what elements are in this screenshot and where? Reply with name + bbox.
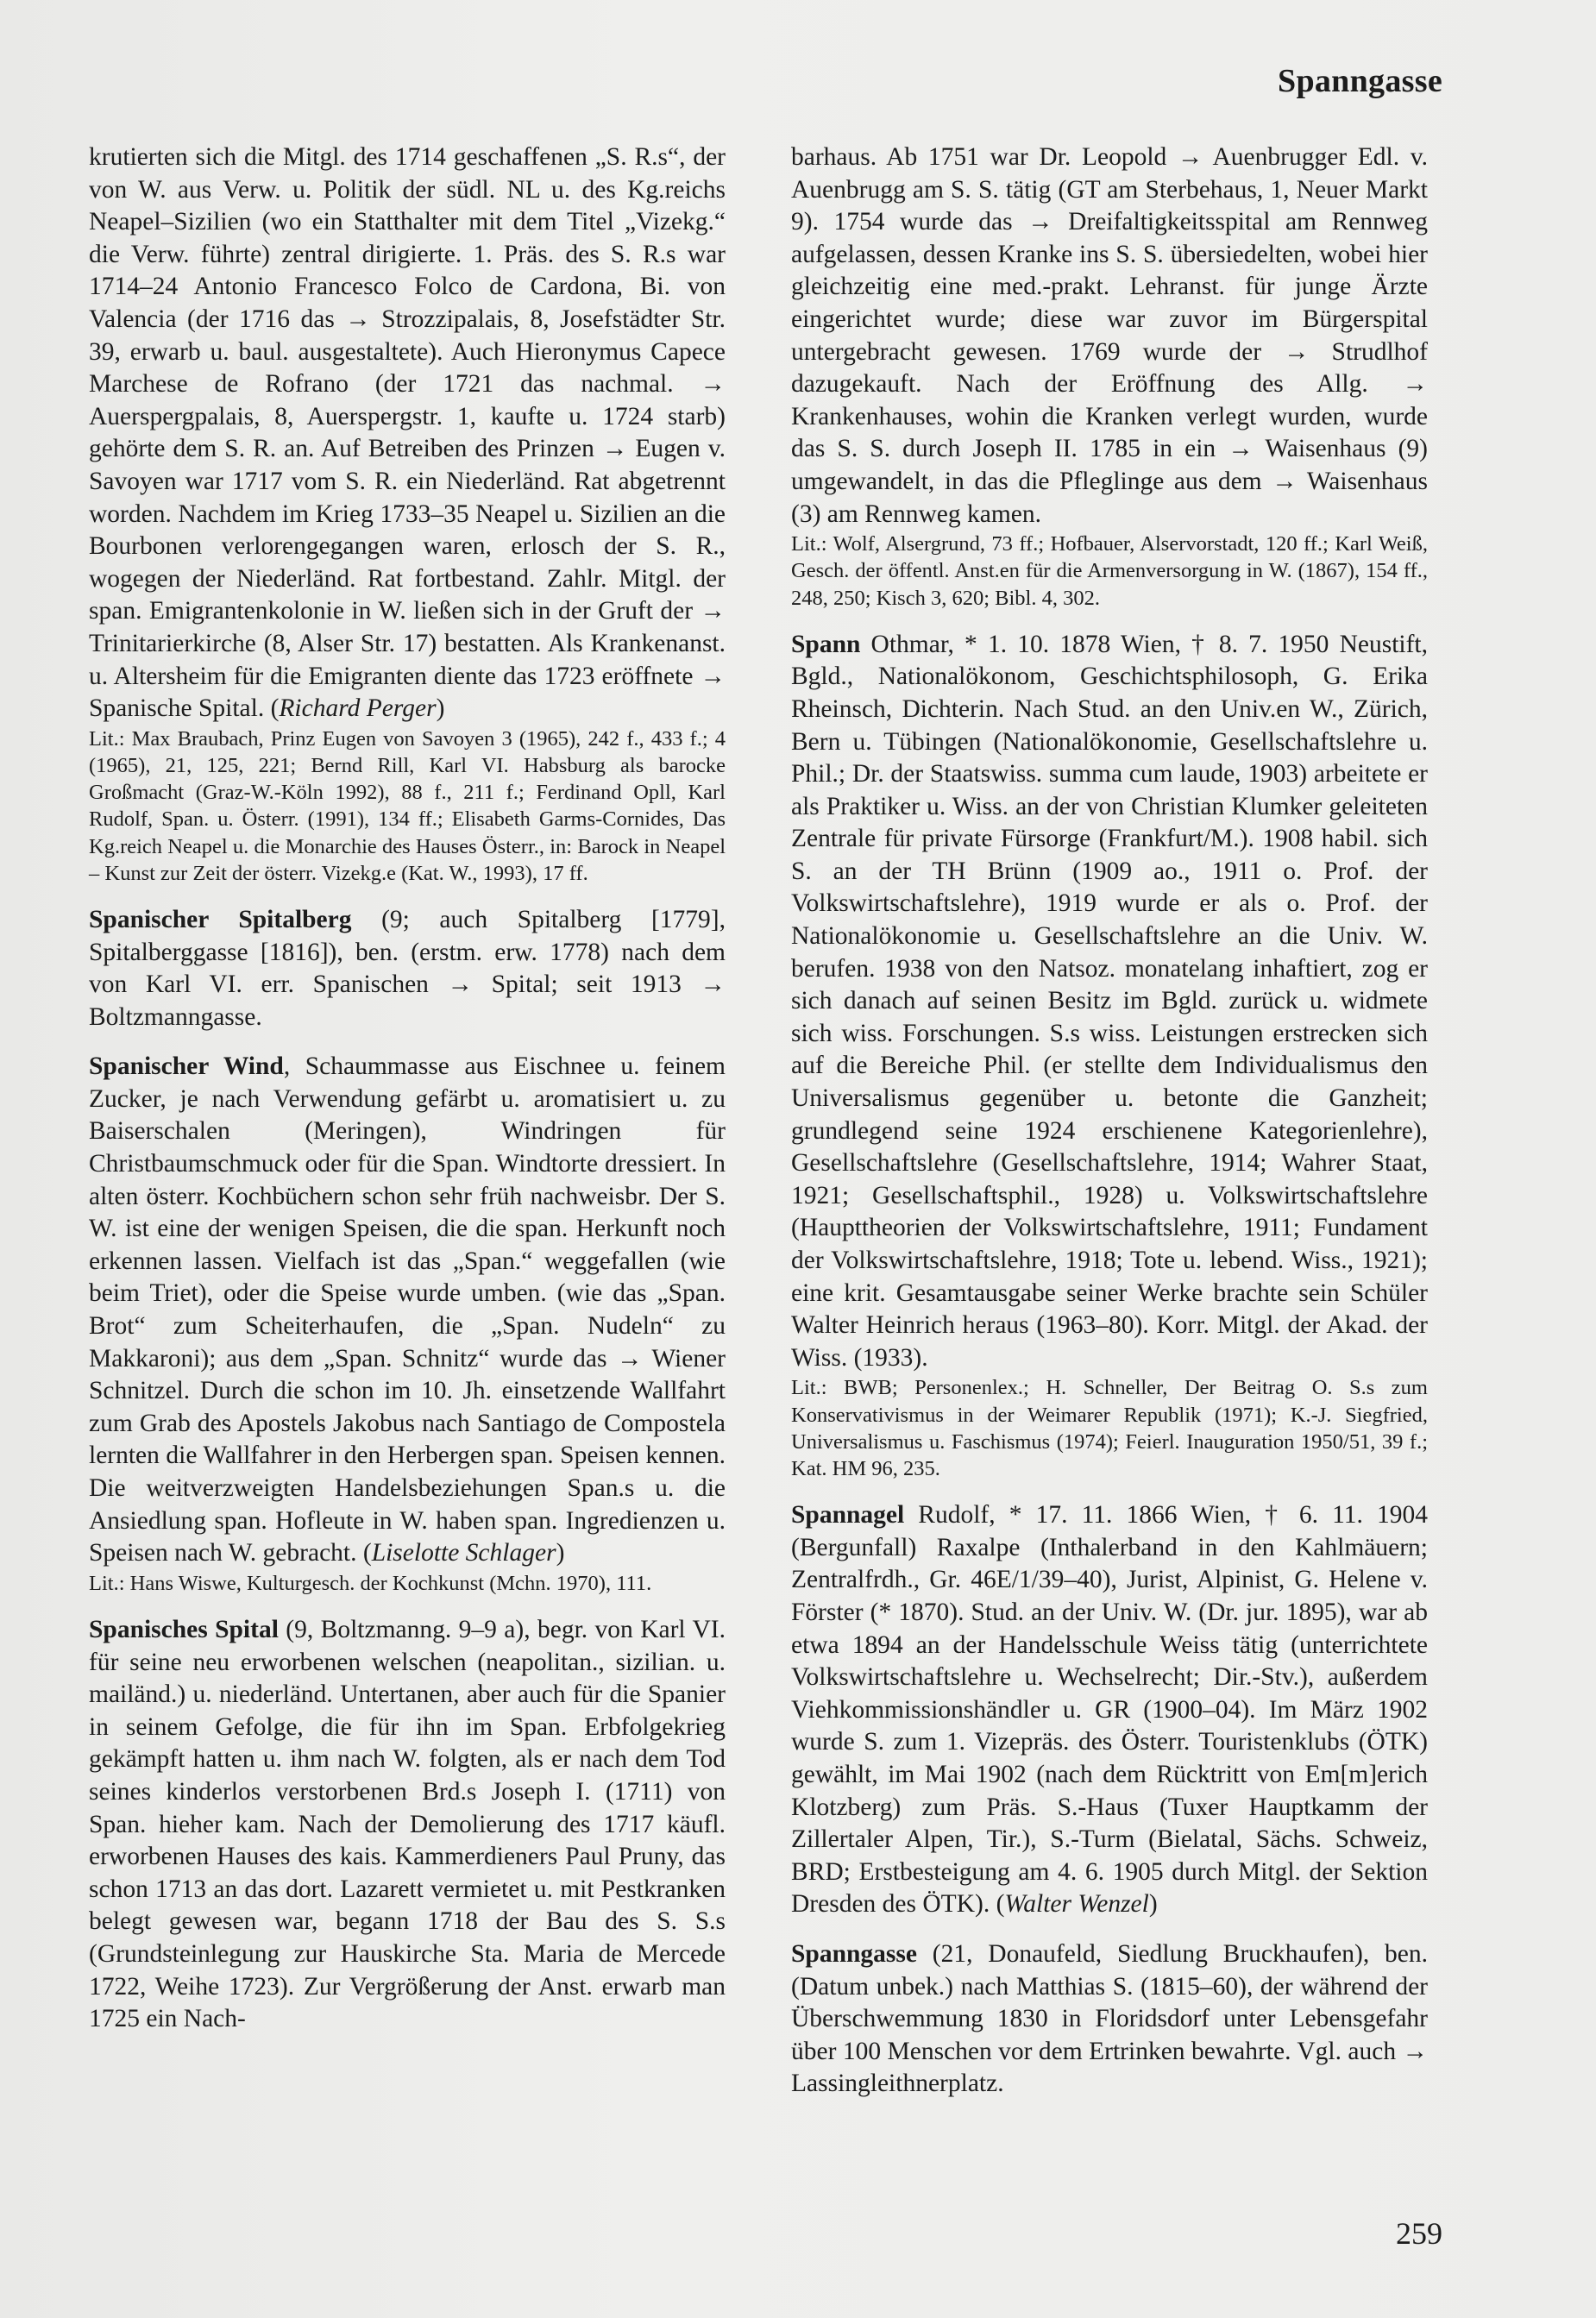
entry-lemma: Spanngasse [791,1939,917,1968]
literature-note: Lit.: Max Braubach, Prinz Eugen von Savoyen 3 (1965), 242 f., 433 f.; 4 (1965), 21, 125, 221; Bernd Rill, Karl VI. Habsburg als barocke Großmacht (Graz-W.-Köln 1992), 88 f., 211 f.; Ferdinand Opll, Karl Rudolf, Span. u. Österr. (1991), 134 ff.; Elisabeth Garms-Cornides, Das Kg.reich Neapel u. die Monarchie des Hauses Österr., in: Barock in Neapel – Kunst zur Zeit der österr. Vizekg.e (Kat. W., 1993), 17 ff. [89,726,726,885]
literature-note: Lit.: BWB; Personenlex.; H. Schneller, Der Beitrag O. S.s zum Konservativismus in der Weimarer Republik (1971); K.-J. Siegfried, Universalismus u. Faschismus (1974); Feierl. Inauguration 1950/51, 39 f.; Kat. HM 96, 235. [791,1376,1428,1480]
entry-lemma: Spannagel [791,1501,905,1530]
entry-continuation [791,141,1428,531]
entry-lemma: Spanisches Spital [89,1615,279,1643]
entry-continuation: krutierten sich die Mitgl. des 1714 geschaffenen „S. R.s“, der von W. aus Verw. u. Politik der südl. NL u. des Kg.reichs Neapel–Sizilien (wo ein Statthalter mit dem Titel „Vizekg.“ die Verw. führte) zentral dirigierte. 1. Präs. des S. R.s war 1714–24 Antonio Francesco Folco de Cardona, Bi. von Valencia (der 1716 das → Strozzipalais, 8, Josefstädter Str. 39, erwarb u. baul. ausgestaltete). Auch Hieronymus Capece Marchese de Rofrano (der 1721 das nachmal. → Auerspergpalais, 8, Auerspergstr. 1, kaufte u. 1724 starb) gehörte dem S. R. an. Auf Betreiben des Prinzen → Eugen v. Savoyen war 1717 vom S. R. ein Niederländ. Rat abgetrennt worden. Nachdem im Krieg 1733–35 Neapel u. Sizilien an die Bourbonen verlorengegangen waren, erlosch der S. R., wogegen der Niederländ. Rat fortbestand. Zahlr. Mitgl. der span. Emigrantenkolonie in W. ließen sich in der Gruft der → Trinitarierkirche (8, Alser Str. 17) bestatten. Als Krankenanst. u. Altersheim für die Emigranten diente das 1723 eröffnete → Spanische Spital. (Richard Perger) [89,143,726,723]
entry-author: Richard Perger [279,694,437,723]
entry-text: Othmar, * 1. 10. 1878 Wien, † 8. 7. 1950 Neustift, Bgld., Nationalökonom, Geschichtsphilosoph, G. Erika Rheinsch, Dichterin. Nach Stud. an den Univ.en W., Zürich, Bern u. Tübingen (Nationalökonomie, Gesellschaftslehre u. Phil.; Dr. der Staatswiss. summa cum laude, 1903) arbeitete er als Praktiker u. Wiss. an der von Christian Klumker geleiteten Zentrale für private Fürsorge (Frankfurt/M.). 1908 habil. sich S. an der TH Brünn (1909 ao., 1911 o. Prof. der Volkswirtschaftslehre), 1919 wurde er als o. Prof. der Nationalökonomie u. Gesellschaftslehre an die Univ. W. berufen. 1938 von den Natsoz. monatelang inhaftiert, zog er sich danach auf seinen Besitz im Bgld. zurück u. widmete sich wiss. Forschungen. S.s wiss. Leistungen erstrecken sich auf die Bereiche Phil. (er stellte dem Individualismus den Universalismus gegenüber u. betonte die Ganzheit; grundlegend seine 1924 erschienene Kategorienlehre), Gesellschaftslehre (Gesellschaftslehre, 1914; Wahrer Staat, 1921; Gesellschaftsphil., 1928) u. Volkswirtschaftslehre (Haupttheorien der Volkswirtschaftslehre, 1911; Fundament der Volkswirtschaftslehre, 1918; Tote u. lebend. Wiss., 1921); eine krit. Gesamtausgabe seiner Werke brachte sein Schüler Walter Heinrich heraus (1963–80). Korr. Mitgl. der Akad. der Wiss. (1933). [791,630,1428,1372]
entry-text: krutierten sich die Mitgl. des 1714 geschaffenen „S. R.s“, der von W. aus Verw. u. Politik der südl. NL u. des Kg.reichs Neapel–Sizilien (wo ein Statthalter mit dem Titel „Vizekg.“ die Verw. führte) zentral dirigierte. 1. Präs. des S. R.s war 1714–24 Antonio Francesco Folco de Cardona, Bi. von Valencia (der 1716 das → Strozzipalais, 8, Josefstädter Str. 39, erwarb u. baul. ausgestaltete). Auch Hieronymus Capece Marchese de Rofrano (der 1721 das nachmal. → Auerspergpalais, 8, Auerspergstr. 1, kaufte u. 1724 starb) gehörte dem S. R. an. Auf Betreiben des Prinzen → Eugen v. Savoyen war 1717 vom S. R. ein Niederländ. Rat abgetrennt worden. Nachdem im Krieg 1733–35 Neapel u. Sizilien an die Bourbonen verlorengegangen waren, erlosch der S. R., wogegen der Niederländ. Rat fortbestand. Zahlr. Mitgl. der span. Emigrantenkolonie in W. ließen sich in der Gruft der → Trinitarierkirche (8, Alser Str. 17) bestatten. Als Krankenanst. u. Altersheim für die Emigranten diente das 1723 eröffnete → Spanische Spital. [89,143,726,723]
literature-note: Lit.: Wolf, Alsergrund, 73 ff.; Hofbauer, Alservorstadt, 120 ff.; Karl Weiß, Gesch. der öffentl. Anst.en für die Armenversorgung in W. (1867), 154 ff., 248, 250; Kisch 3, 620; Bibl. 4, 302. [791,532,1428,610]
page-number: 259 [1396,2216,1442,2251]
left-column [89,141,726,2036]
entry-text: (9; auch Spitalberg [1779], Spitalberggasse [1816]), ben. (erstm. erw. 1778) nach dem von Karl VI. err. Spanischen → Spital; seit 1913 → Boltzmanngasse. [89,905,726,1031]
right-column [791,141,1428,2101]
entry-spanischer-spitalberg [89,904,726,1033]
entry-lemma: Spanischer Spitalberg [89,905,352,933]
entry-lemma: Spann [791,630,861,658]
entry-text: Rudolf, * 17. 11. 1866 Wien, † 6. 11. 1904 (Bergunfall) Raxalpe (Inthalerband in den Kahlmäuern; Zentralfrdh., Gr. 46E/1/39–40), Jurist, Alpinist, G. Helene v. Förster (* 1870). Stud. an der Univ. W. (Dr. jur. 1895), war ab etwa 1894 an der Handelsschule Weiss tätig (unterrichtete Volkswirtschaftslehre u. Wechselrecht; Dir.-Stv.), außerdem Viehkommissionshändler u. GR (1900–04). Im März 1902 wurde S. zum 1. Vizepräs. des Österr. Touristenklubs (ÖTK) gewählt, im Mai 1902 (nach dem Rücktritt von Em[m]erich Klotzberg) zum Präs. S.-Haus (Tuxer Hauptkamm der Zillertaler Alpen, Tir.), S.-Turm (Bielatal, Sächs. Schweiz, BRD; Erstbesteigung am 4. 6. 1905 durch Mitgl. der Sektion Dresden des ÖTK). [791,1501,1428,1919]
entry-text: , Schaummasse aus Eischnee u. feinem Zucker, je nach Verwendung gefärbt u. aromatisiert u. zu Baiserschalen (Meringen), Windringen für Christbaumschmuck oder für die Span. Windtorte dressiert. In alten österr. Kochbüchern schon sehr früh nachweisbr. Der S. W. ist eine der wenigen Speisen, die die span. Herkunft noch erkennen lassen. Vielfach ist das „Span.“ weggefallen (wie beim Triet), oder die Speise wurde umben. (wie das „Span. Brot“ zum Scheiterhaufen, die „Span. Nudeln“ zu Makkaroni); aus dem „Span. Schnitz“ wurde das → Wiener Schnitzel. Durch die schon im 10. Jh. einsetzende Wallfahrt zum Grab des Apostels Jakobus nach Santiago de Compostela lernten die Wallfahrer in den Herbergen span. Speisen kennen. Die weitverzweigten Handelsbeziehungen Span.s u. die Ansiedlung span. Hofleute in W. haben span. Ingredienzen u. Speisen nach W. gebracht. [89,1052,726,1567]
entry-spann [791,629,1428,1375]
entry-text: barhaus. Ab 1751 war Dr. Leopold → Auenbrugger Edl. v. Auenbrugg am S. S. tätig (GT am Sterbehaus, 1, Neuer Markt 9). 1754 wurde das → Dreifaltigkeitsspital am Rennweg aufgelassen, dessen Kranke ins S. S. übersiedelten, wobei hier gleichzeitig eine med.-prakt. Lehranst. für junge Ärzte eingerichtet wurde; diese war zuvor im Bürgerspital untergebracht gewesen. 1769 wurde der → Strudlhof dazugekauft. Nach der Eröffnung des Allg. → Krankenhauses, wohin die Kranken verlegt wurden, wurde das S. S. durch Joseph II. 1785 in ein → Waisenhaus (9) umgewandelt, in das die Pfleglinge aus dem → Waisenhaus (3) am Rennweg kamen. [791,143,1428,528]
entry-spanngasse [791,1938,1428,2101]
entry-spanischer-wind: Spanischer Wind, Schaummasse aus Eischnee u. feinem Zucker, je nach Verwendung gefärbt u. aromatisiert u. zu Baiserschalen (Meringen), Windringen für Christbaumschmuck oder für die Span. Windtorte dressiert. In alten österr. Kochbüchern schon sehr früh nachweisbr. Der S. W. ist eine der wenigen Speisen, die die span. Herkunft noch erkennen lassen. Vielfach ist das „Span.“ weggefallen (wie beim Triet), oder die Speise wurde umben. (wie das „Span. Brot“ zum Scheiterhaufen, die „Span. Nudeln“ zu Makkaroni); aus dem „Span. Schnitz“ wurde das → Wiener Schnitzel. Durch die schon im 10. Jh. einsetzende Wallfahrt zum Grab des Apostels Jakobus nach Santiago de Compostela lernten die Wallfahrer in den Herbergen span. Speisen kennen. Die weitverzweigten Handelsbeziehungen Span.s u. die Ansiedlung span. Hofleute in W. haben span. Ingredienzen u. Speisen nach W. gebracht. (Liselotte Schlager) [89,1052,726,1567]
entry-author: Liselotte Schlager [371,1539,556,1567]
entry-text: (21, Donaufeld, Siedlung Bruckhaufen), ben. (Datum unbek.) nach Matthias S. (1815–60), der während der Überschwemmung 1830 in Floridsdorf unter Lebensgefahr über 100 Menschen vor dem Ertrinken bewahrte. Vgl. auch → Lassingleithnerplatz. [791,1939,1428,2098]
entry-author: Walter Wenzel [1004,1890,1149,1919]
entry-lemma: Spanischer Wind [89,1052,284,1081]
running-head: Spanngasse [1278,63,1442,99]
literature-note: Lit.: Hans Wiswe, Kulturgesch. der Kochkunst (Mchn. 1970), 111. [89,1571,652,1595]
entry-spanisches-spital [89,1614,726,2036]
entry-text: (9, Boltzmanng. 9–9 a), begr. von Karl VI. für seine neu erworbenen welschen (neapolitan., sizilian. u. mailänd.) u. niederländ. Untertanen, aber auch für die Spanier in seinem Gefolge, die für ihn im Span. Erbfolgekrieg gekämpft hatten u. ihm nach W. folgten, als er nach dem Tod seines kinderlos verstorbenen Brd.s Joseph I. (1711) von Span. hieher kam. Nach der Demolierung des 1717 käufl. erworbenen Hauses des kais. Kammerdieners Paul Pruny, das schon 1713 an das dort. Lazarett vermietet u. mit Pestkranken belegt gewesen war, begann 1718 der Bau des S. S.s (Grundsteinlegung zur Hauskirche Sta. Maria de Mercede 1722, Weihe 1723). Zur Vergrößerung der Anst. erwarb man 1725 ein Nach- [89,1615,726,2033]
entry-spannagel: Spannagel Rudolf, * 17. 11. 1866 Wien, † 6. 11. 1904 (Bergunfall) Raxalpe (Inthalerband in den Kahlmäuern; Zentralfrdh., Gr. 46E/1/39–40), Jurist, Alpinist, G. Helene v. Förster (* 1870). Stud. an der Univ. W. (Dr. jur. 1895), war ab etwa 1894 an der Handelsschule Weiss tätig (unterrichtete Volkswirtschaftslehre u. Wechselrecht; Dir.-Stv.), außerdem Viehkommissionshändler u. GR (1900–04). Im März 1902 wurde S. zum 1. Vizepräs. des Österr. Touristenklubs (ÖTK) gewählt, im Mai 1902 (nach dem Rücktritt von Em[m]erich Klotzberg) zum Präs. S.-Haus (Tuxer Hauptkamm der Zillertaler Alpen, Tir.), S.-Turm (Bielatal, Sächs. Schweiz, BRD; Erstbesteigung am 4. 6. 1905 durch Mitgl. der Sektion Dresden des ÖTK). (Walter Wenzel) [791,1501,1428,1919]
